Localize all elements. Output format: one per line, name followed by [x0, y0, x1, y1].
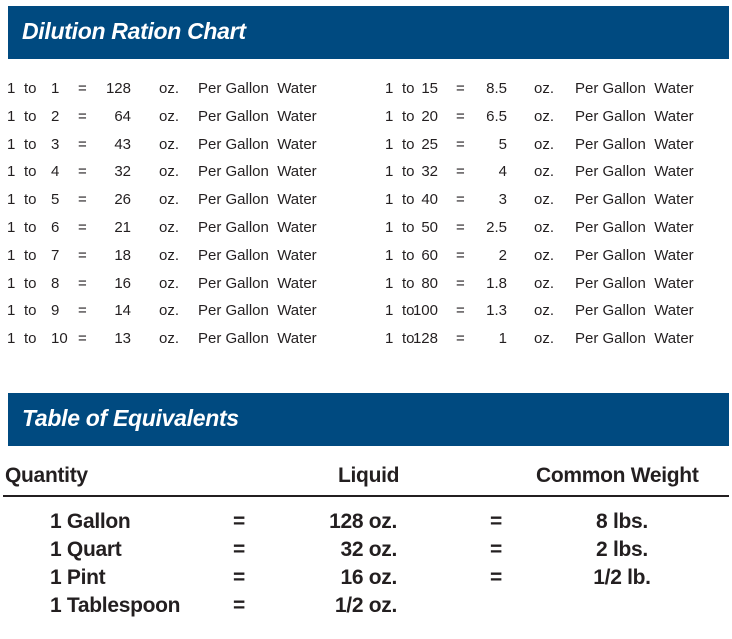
equals-sign: =	[456, 246, 465, 264]
ratio-part-b: 7	[51, 246, 60, 264]
dilution-row	[7, 191, 352, 215]
ounces-value: 64	[114, 107, 131, 125]
ratio-to: to	[24, 246, 37, 264]
dilution-row	[385, 163, 730, 187]
ounces-value: 1.8	[486, 274, 507, 292]
ratio-part: 1	[7, 302, 16, 320]
per-gallon-label: Per Gallon Water	[198, 163, 317, 181]
ratio-part: 1	[7, 107, 16, 125]
equivalents-title: Table of Equivalents	[22, 405, 239, 431]
dilution-row	[385, 247, 730, 271]
per-gallon-label: Per Gallon Water	[575, 107, 694, 125]
unit-label: oz.	[159, 219, 180, 236]
ratio-to: to	[24, 191, 37, 209]
ratio-part-b: 128	[412, 330, 438, 348]
per-gallon-label: Per Gallon Water	[575, 274, 694, 292]
ratio-to: to	[402, 107, 415, 125]
equals-sign: =	[78, 274, 87, 292]
equals-sign: =	[456, 274, 465, 292]
ratio-to: to	[402, 219, 415, 236]
equals-sign: =	[456, 191, 465, 209]
ratio-part: 1	[7, 163, 16, 181]
dilution-row	[7, 136, 352, 160]
per-gallon-label: Per Gallon Water	[575, 302, 694, 320]
equivalents-row	[0, 566, 732, 594]
ratio-part: 1	[7, 191, 16, 209]
ounces-value: 2.5	[486, 219, 507, 236]
dilution-row	[7, 219, 352, 243]
weight-cell: 8 lbs.	[596, 510, 648, 533]
unit-label: oz.	[159, 274, 180, 292]
ratio-part-b: 10	[51, 330, 68, 348]
ratio-part-b: 3	[51, 135, 60, 153]
dilution-row	[385, 136, 730, 160]
equivalents-row	[0, 538, 732, 566]
ounces-value: 1.3	[486, 302, 507, 320]
ounces-value: 13	[114, 330, 131, 348]
dilution-row	[385, 108, 730, 132]
per-gallon-label: Per Gallon Water	[198, 135, 317, 153]
dilution-row	[7, 108, 352, 132]
ounces-value: 26	[114, 191, 131, 209]
ratio-part-b: 25	[421, 135, 438, 153]
ratio-part: 1	[7, 246, 16, 264]
dilution-row	[385, 80, 730, 104]
equals-sign: =	[78, 330, 87, 348]
ratio-to: to	[24, 274, 37, 292]
equals-sign: =	[456, 163, 465, 181]
equals-sign: =	[456, 135, 465, 153]
per-gallon-label: Per Gallon Water	[198, 330, 317, 348]
equals-sign: =	[78, 191, 87, 209]
ratio-to: to	[24, 219, 37, 236]
ratio-part: 1	[385, 302, 394, 320]
ounces-value: 6.5	[486, 107, 507, 125]
ounces-value: 5	[498, 135, 507, 153]
liquid-cell: 32 oz.	[340, 538, 397, 561]
ratio-part: 1	[7, 80, 16, 97]
ratio-part-b: 32	[421, 163, 438, 181]
ounces-value: 16	[114, 274, 131, 292]
unit-label: oz.	[159, 246, 180, 264]
ratio-part: 1	[7, 274, 16, 292]
ratio-to: to	[24, 302, 37, 320]
ratio-part-b: 6	[51, 219, 60, 236]
per-gallon-label: Per Gallon Water	[575, 330, 694, 348]
liquid-cell: 128 oz.	[329, 510, 397, 533]
dilution-row	[385, 219, 730, 243]
ounces-value: 2	[498, 246, 507, 264]
per-gallon-label: Per Gallon Water	[575, 246, 694, 264]
ratio-to: to	[402, 80, 415, 97]
equals-sign: =	[456, 107, 465, 125]
ounces-value: 43	[114, 135, 131, 153]
per-gallon-label: Per Gallon Water	[198, 302, 317, 320]
liquid-header: Liquid	[338, 464, 400, 487]
dilution-row	[7, 80, 352, 104]
equals-sign: =	[456, 219, 465, 236]
liquid-cell: 1/2 oz.	[334, 594, 397, 617]
equals-sign: =	[78, 135, 87, 153]
ratio-part-b: 40	[421, 191, 438, 209]
dilution-chart-banner	[8, 6, 729, 59]
unit-label: oz.	[534, 107, 555, 125]
equals-sign: =	[78, 163, 87, 181]
quantity-header: Quantity	[5, 464, 88, 487]
equals-sign: =	[456, 330, 465, 348]
per-gallon-label: Per Gallon Water	[198, 107, 317, 125]
ratio-part-b: 2	[51, 107, 60, 125]
ratio-to: to	[402, 330, 415, 348]
per-gallon-label: Per Gallon Water	[575, 191, 694, 209]
ratio-part: 1	[385, 135, 394, 153]
weight-cell: 1/2 lb.	[593, 566, 651, 589]
ounces-value: 8.5	[486, 80, 507, 97]
ratio-part-b: 9	[51, 302, 60, 320]
ratio-part-b: 60	[421, 246, 438, 264]
dilution-row	[7, 330, 352, 354]
ratio-part: 1	[385, 219, 394, 236]
weight-cell: 2 lbs.	[596, 538, 648, 561]
unit-label: oz.	[534, 219, 555, 236]
ratio-to: to	[24, 135, 37, 153]
ratio-to: to	[402, 191, 415, 209]
unit-label: oz.	[159, 330, 180, 348]
ounces-value: 128	[105, 80, 131, 97]
dilution-row	[7, 163, 352, 187]
per-gallon-label: Per Gallon Water	[198, 274, 317, 292]
quantity-cell: 1 Gallon	[50, 510, 131, 533]
dilution-row	[7, 247, 352, 271]
unit-label: oz.	[534, 246, 555, 264]
equals-sign: =	[233, 538, 245, 561]
ratio-to: to	[402, 274, 415, 292]
equals-sign: =	[456, 302, 465, 320]
unit-label: oz.	[534, 274, 555, 292]
ratio-to: to	[24, 107, 37, 125]
unit-label: oz.	[534, 80, 555, 97]
ounces-value: 3	[498, 191, 507, 209]
ratio-part-b: 50	[421, 219, 438, 236]
ratio-to: to	[24, 163, 37, 181]
ratio-part: 1	[7, 219, 16, 236]
ratio-part: 1	[385, 330, 394, 348]
unit-label: oz.	[159, 302, 180, 320]
ratio-part: 1	[7, 135, 16, 153]
per-gallon-label: Per Gallon Water	[198, 246, 317, 264]
ratio-part-b: 15	[421, 80, 438, 97]
ounces-value: 4	[498, 163, 507, 181]
equals-sign: =	[456, 80, 465, 97]
ratio-part: 1	[385, 274, 394, 292]
per-gallon-label: Per Gallon Water	[198, 80, 317, 97]
equivalents-banner	[8, 393, 729, 446]
ratio-to: to	[24, 330, 37, 348]
equals-sign: =	[490, 510, 502, 533]
ratio-part-b: 100	[412, 302, 438, 320]
dilution-chart-title: Dilution Ration Chart	[22, 18, 246, 44]
ratio-to: to	[402, 163, 415, 181]
ratio-to: to	[402, 246, 415, 264]
equals-sign: =	[233, 510, 245, 533]
dilution-row	[385, 330, 730, 354]
unit-label: oz.	[159, 163, 180, 181]
unit-label: oz.	[534, 302, 555, 320]
dilution-row	[7, 302, 352, 326]
per-gallon-label: Per Gallon Water	[575, 135, 694, 153]
per-gallon-label: Per Gallon Water	[198, 191, 317, 209]
equals-sign: =	[78, 246, 87, 264]
unit-label: oz.	[534, 135, 555, 153]
per-gallon-label: Per Gallon Water	[198, 219, 317, 236]
ratio-part-b: 1	[51, 80, 60, 97]
dilution-row	[385, 302, 730, 326]
unit-label: oz.	[159, 80, 180, 97]
per-gallon-label: Per Gallon Water	[575, 163, 694, 181]
ratio-part: 1	[385, 191, 394, 209]
ratio-part-b: 5	[51, 191, 60, 209]
equals-sign: =	[490, 566, 502, 589]
unit-label: oz.	[159, 191, 180, 209]
unit-label: oz.	[534, 163, 555, 181]
ratio-to: to	[24, 80, 37, 97]
ounces-value: 14	[114, 302, 131, 320]
ounces-value: 21	[114, 219, 131, 236]
equals-sign: =	[78, 219, 87, 236]
ratio-part: 1	[385, 246, 394, 264]
dilution-row	[7, 275, 352, 299]
quantity-cell: 1 Tablespoon	[50, 594, 181, 617]
quantity-cell: 1 Quart	[50, 538, 122, 561]
equals-sign: =	[490, 538, 502, 561]
ratio-part: 1	[385, 107, 394, 125]
ratio-part-b: 80	[421, 274, 438, 292]
ratio-part-b: 20	[421, 107, 438, 125]
dilution-row	[385, 275, 730, 299]
ratio-to: to	[402, 135, 415, 153]
ratio-part: 1	[385, 80, 394, 97]
unit-label: oz.	[159, 107, 180, 125]
equals-sign: =	[233, 594, 245, 617]
ratio-part-b: 8	[51, 274, 60, 292]
liquid-cell: 16 oz.	[340, 566, 397, 589]
per-gallon-label: Per Gallon Water	[575, 80, 694, 97]
ratio-to: to	[402, 302, 415, 320]
ounces-value: 32	[114, 163, 131, 181]
ratio-part-b: 4	[51, 163, 60, 181]
equals-sign: =	[78, 107, 87, 125]
ratio-part: 1	[385, 163, 394, 181]
equals-sign: =	[233, 566, 245, 589]
equals-sign: =	[78, 302, 87, 320]
per-gallon-label: Per Gallon Water	[575, 219, 694, 236]
equivalents-row	[0, 510, 732, 538]
unit-label: oz.	[159, 135, 180, 153]
header-divider	[3, 495, 729, 497]
ounces-value: 18	[114, 246, 131, 264]
unit-label: oz.	[534, 191, 555, 209]
dilution-row	[385, 191, 730, 215]
unit-label: oz.	[534, 330, 555, 348]
ratio-part: 1	[7, 330, 16, 348]
equals-sign: =	[78, 80, 87, 97]
ounces-value: 1	[498, 330, 507, 348]
common-weight-header: Common Weight	[536, 464, 699, 487]
quantity-cell: 1 Pint	[50, 566, 106, 589]
equivalents-row	[0, 594, 732, 622]
